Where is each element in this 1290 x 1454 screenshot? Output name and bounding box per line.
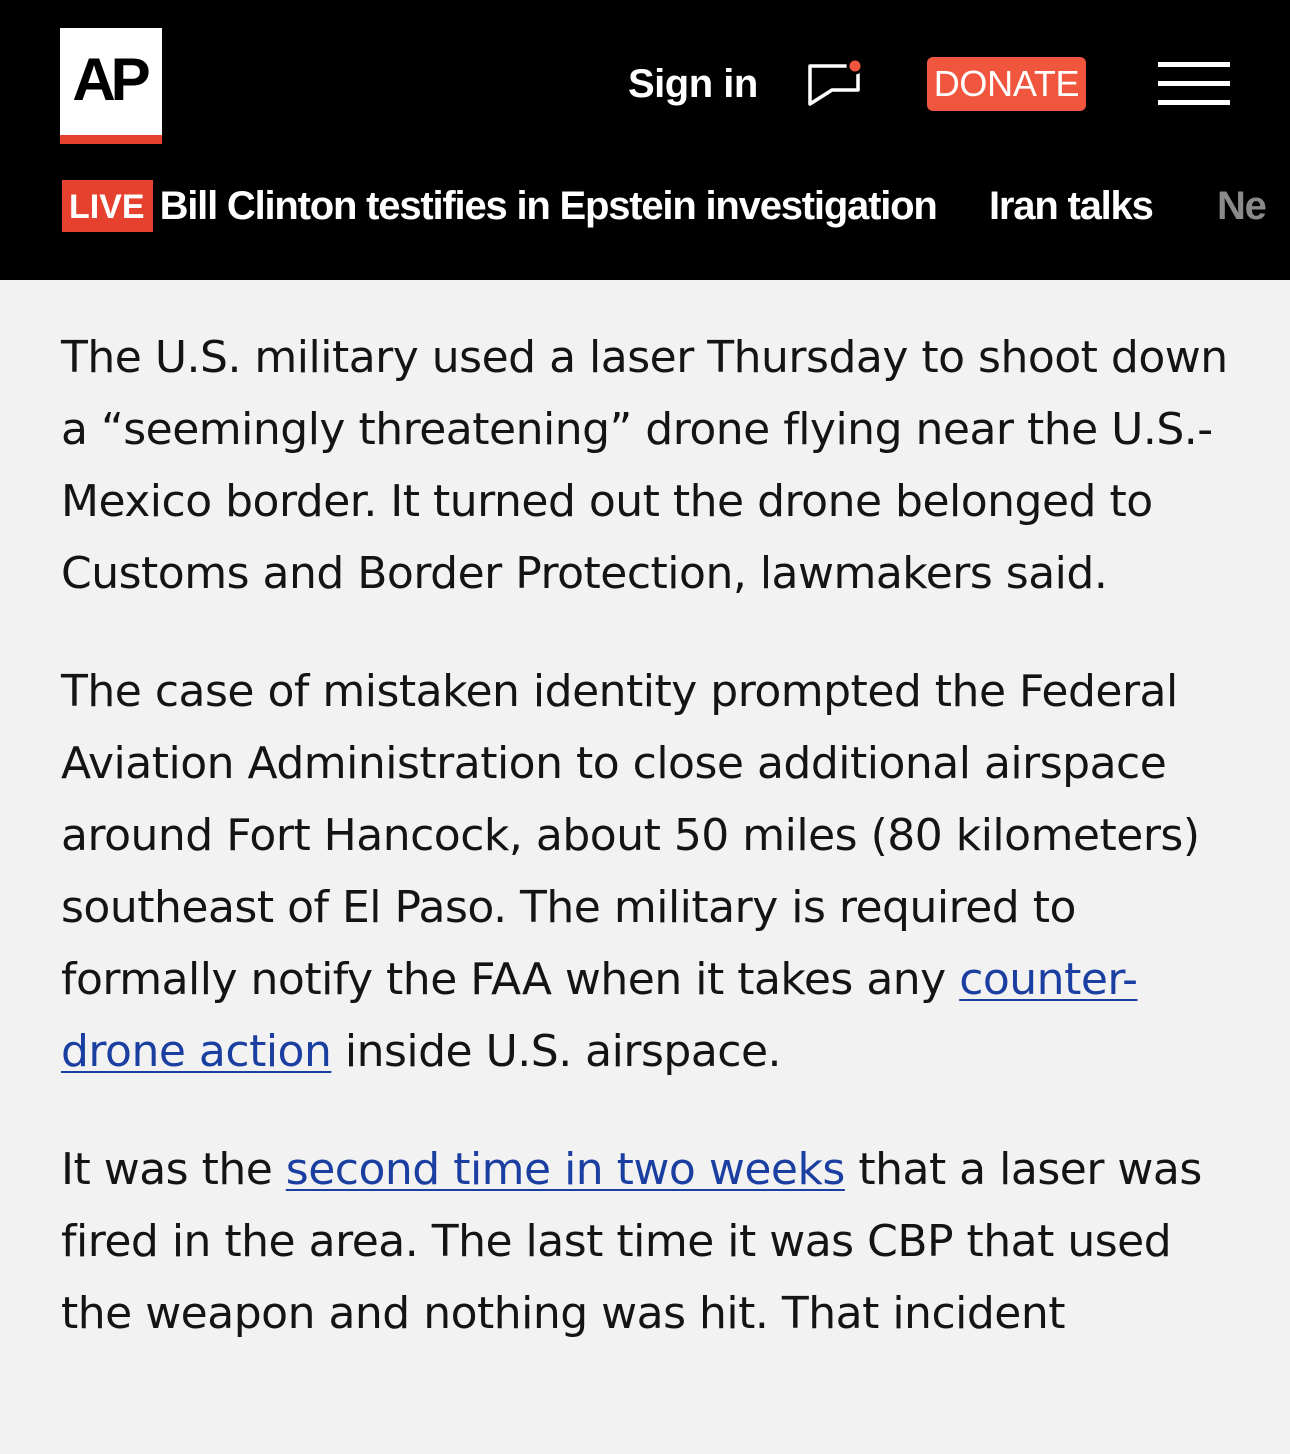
article-paragraph <box>61 1134 1236 1350</box>
notification-dot <box>848 59 862 73</box>
article-paragraph <box>61 322 1236 610</box>
site-header <box>0 0 1290 280</box>
ap-logo[interactable] <box>60 28 162 144</box>
trending-item-label: Bill Clinton testifies in Epstein investigation <box>159 183 937 228</box>
paragraph-text: that a laser was fired in the area. The last time it was CBP that used the weapon and nothing was hit. That incident <box>61 1144 1202 1339</box>
chat-button[interactable] <box>806 58 868 110</box>
trending-nav <box>62 180 1266 232</box>
paragraph-text: It was the <box>61 1144 286 1195</box>
article-body <box>61 322 1236 1396</box>
ap-logo-text: AP <box>72 45 146 113</box>
donate-button[interactable]: DONATE <box>927 57 1086 111</box>
trending-item-next[interactable]: Ne <box>1217 183 1266 228</box>
sign-in-link[interactable]: Sign in <box>628 62 758 106</box>
paragraph-text: inside U.S. airspace. <box>331 1026 782 1077</box>
article-paragraph <box>61 656 1236 1088</box>
paragraph-text: The case of mistaken identity prompted the Federal Aviation Administration to close additional airspace around Fort Hancock, about 50 miles (80 kilometers) southeast of El Paso. The military is required to formally notify the FAA when it takes any <box>61 666 1200 1005</box>
menu-button[interactable] <box>1158 62 1230 108</box>
trending-item-iran-talks[interactable]: Iran talks <box>989 183 1153 228</box>
second-time-link[interactable]: second time in two weeks <box>285 1144 845 1195</box>
counter-drone-action-link[interactable]: counter-drone action <box>61 954 1138 1077</box>
live-badge: LIVE <box>62 180 153 232</box>
paragraph-text: The U.S. military used a laser Thursday to shoot down a “seemingly threatening” drone flying near the U.S.-Mexico border. It turned out the drone belonged to Customs and Border Protection, lawmakers said. <box>61 332 1228 599</box>
chat-bubble-icon <box>806 58 868 110</box>
trending-item-live[interactable] <box>62 180 937 232</box>
